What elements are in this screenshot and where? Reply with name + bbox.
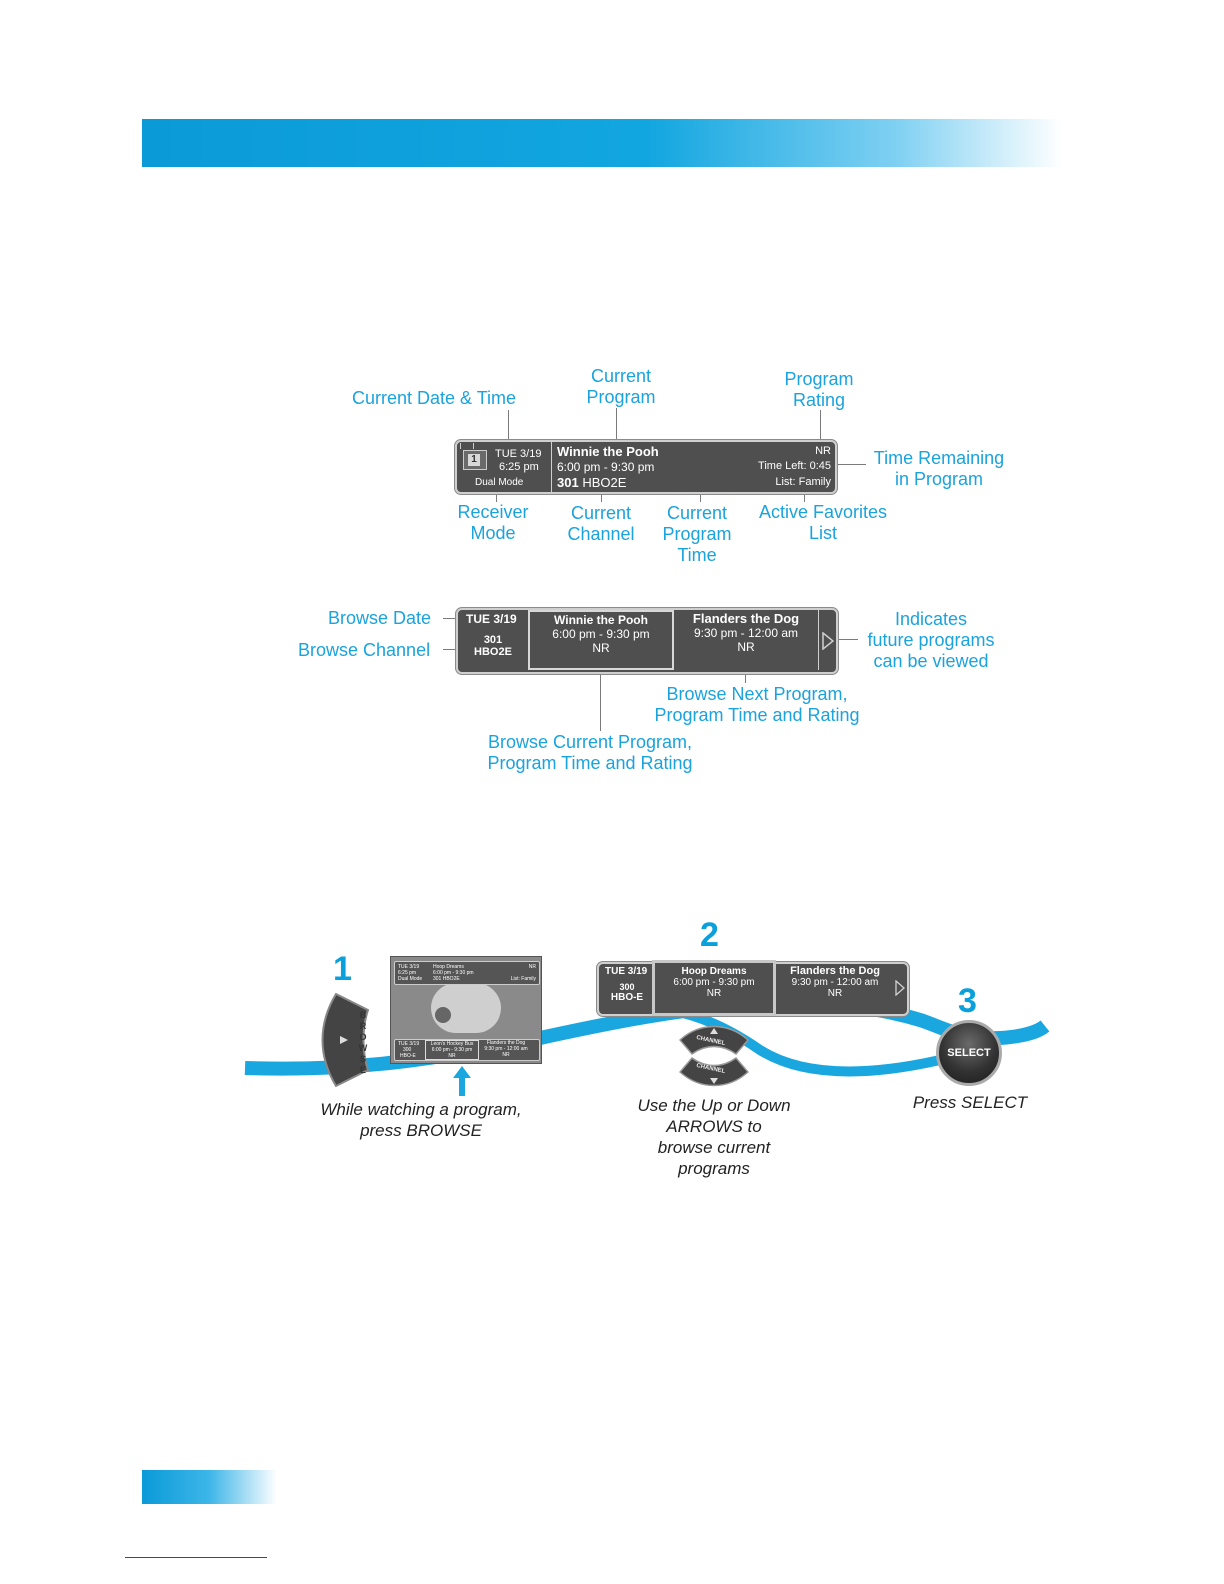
mini-browse-current-time: 6:00 pm - 9:30 pm xyxy=(431,1047,473,1053)
program-time: 6:00 pm - 9:30 pm xyxy=(557,460,655,474)
up-arrow-icon xyxy=(452,1066,472,1096)
tv-screen-thumbnail xyxy=(390,956,542,1064)
time-left: Time Left: 0:45 xyxy=(758,460,831,472)
mini-browse-current xyxy=(425,1040,479,1060)
callout-line: Time xyxy=(677,545,717,565)
step-2-current-program: Hoop Dreams xyxy=(681,966,747,977)
receiver-mode: Dual Mode xyxy=(475,477,524,488)
leader-line xyxy=(836,639,858,640)
leader-line xyxy=(820,410,821,442)
step-2-channel-name: HBO-E xyxy=(610,992,644,1003)
browse-banner xyxy=(456,608,838,674)
program-rating: NR xyxy=(815,445,831,457)
leader-line xyxy=(836,464,866,465)
browse-channel-number: 301 xyxy=(483,634,503,646)
step-2-next-time: 9:30 pm - 12:00 am xyxy=(791,977,879,988)
right-arrow-icon[interactable] xyxy=(895,980,905,996)
callout-line: Mode xyxy=(470,523,516,543)
step-2-next-program: Flanders the Dog xyxy=(790,965,880,977)
callout-line: Program xyxy=(784,369,854,389)
callout-line: Indicates xyxy=(894,609,968,629)
mini-time: 6:25 pm xyxy=(398,970,417,976)
callout-line: Active Favorites xyxy=(758,502,888,522)
browse-next-cell[interactable] xyxy=(674,610,818,670)
callout-current-program xyxy=(580,366,662,408)
callout-favorites xyxy=(750,502,896,544)
callout-line: Receiver xyxy=(457,502,529,522)
channel-number: 301 xyxy=(557,475,579,490)
mini-browse-next xyxy=(479,1040,533,1058)
step-2-next-cell[interactable] xyxy=(777,964,893,999)
mini-mode: Dual Mode xyxy=(398,976,423,982)
mini-rating: NR xyxy=(528,964,536,970)
browse-label: BROWSE xyxy=(358,1010,368,1075)
browse-next-time: 9:30 pm - 12:00 am xyxy=(693,626,799,640)
step-2-caption xyxy=(614,1095,814,1179)
callout-line: Program Time and Rating xyxy=(654,705,860,725)
callout-line: List xyxy=(808,523,837,543)
callout-line: Channel xyxy=(567,524,635,544)
banner-time: 6:25 pm xyxy=(499,461,539,473)
footer-bar xyxy=(142,1470,277,1504)
mini-browse-next-program: Flanders the Dog xyxy=(486,1040,526,1046)
mini-browse-current-program: Leon's Hockey Bus xyxy=(430,1041,474,1047)
callout-program-time xyxy=(656,503,738,566)
header-bar xyxy=(142,119,1062,167)
info-banner xyxy=(455,440,837,494)
mini-browse-current-rating: NR xyxy=(448,1053,456,1059)
mini-browse-channel-name: HBO-E xyxy=(400,1053,416,1059)
step-2-current-rating: NR xyxy=(706,988,722,999)
step-2-number: 2 xyxy=(700,916,719,954)
browse-current-rating: NR xyxy=(592,641,610,655)
browse-channel-name: HBO2E xyxy=(474,646,512,658)
mini-browse-next-time: 9:30 pm - 12:00 am xyxy=(484,1046,528,1052)
callout-browse-date: Browse Date xyxy=(328,608,432,628)
caption-line: press BROWSE xyxy=(360,1121,482,1140)
banner-date: TUE 3/19 xyxy=(495,448,542,460)
browse-next-program: Flanders the Dog xyxy=(692,611,800,626)
callout-line: can be viewed xyxy=(873,651,989,671)
mini-browse-channel-number: 300 xyxy=(403,1047,412,1053)
step-1-caption xyxy=(300,1099,542,1141)
mini-program: Hoop Dreams xyxy=(433,964,464,970)
mini-browse-banner xyxy=(394,1039,540,1061)
leader-line xyxy=(508,410,509,442)
caption-line: Use the Up or Down xyxy=(637,1096,791,1115)
callout-date-time: Current Date & Time xyxy=(352,388,517,408)
current-channel xyxy=(557,475,626,490)
channel-rocker[interactable] xyxy=(676,1020,752,1092)
callout-browse-current xyxy=(478,732,702,774)
browse-date: TUE 3/19 xyxy=(466,612,517,626)
favorites-list: List: Family xyxy=(775,476,831,488)
callout-receiver-mode xyxy=(452,502,534,544)
leader-line xyxy=(443,649,457,650)
leader-line xyxy=(600,671,601,731)
caption-line: browse current xyxy=(657,1138,771,1157)
mini-date: TUE 3/19 xyxy=(398,964,420,970)
tv-icon xyxy=(463,450,487,470)
callout-line: Current xyxy=(666,503,728,523)
channel-down-label: CHANNEL xyxy=(695,1063,726,1075)
step-3-caption: Press SELECT xyxy=(912,1093,1028,1112)
callout-browse-channel: Browse Channel xyxy=(298,640,431,660)
mini-info-banner xyxy=(394,961,540,985)
callout-program-rating xyxy=(778,369,860,411)
callout-line: Rating xyxy=(792,390,846,410)
banner-divider xyxy=(551,442,552,492)
step-3-number: 3 xyxy=(958,982,977,1020)
mini-program-time: 6:00 pm - 9:30 pm xyxy=(433,970,474,976)
browse-current-cell[interactable] xyxy=(528,610,674,670)
current-program: Winnie the Pooh xyxy=(557,444,659,459)
callout-line: Program Time and Rating xyxy=(487,753,693,773)
caption-line: programs xyxy=(678,1159,750,1178)
leader-line xyxy=(616,408,617,442)
callout-line: in Program xyxy=(894,469,984,489)
mini-channel: 301 HBO2E xyxy=(433,976,460,982)
right-arrow-icon[interactable] xyxy=(822,632,834,650)
basketball-image xyxy=(435,1007,451,1023)
step-1-number: 1 xyxy=(333,950,352,988)
callout-line: Current xyxy=(570,503,632,523)
step-2-channel-number: 300 xyxy=(619,982,635,992)
callout-line: Current xyxy=(590,366,652,386)
banner-divider xyxy=(818,610,819,670)
browse-current-time: 6:00 pm - 9:30 pm xyxy=(552,627,650,641)
callout-future-programs xyxy=(860,609,1002,672)
mini-browse-next-rating: NR xyxy=(502,1052,510,1058)
channel-name: HBO2E xyxy=(582,475,627,490)
mini-list: List: Family xyxy=(510,976,536,982)
mini-browse-date: TUE 3/19 xyxy=(398,1041,420,1047)
step-2-browse-banner xyxy=(597,962,909,1016)
caption-line: While watching a program, xyxy=(320,1100,522,1119)
callout-line: Program xyxy=(662,524,732,544)
tuner-number: 1 xyxy=(468,454,480,466)
callout-line: future programs xyxy=(867,630,995,650)
callout-line: Time Remaining xyxy=(873,448,1005,468)
callout-browse-next xyxy=(646,684,868,726)
step-2-date: TUE 3/19 xyxy=(605,966,648,977)
callout-line: Program xyxy=(586,387,656,407)
caption-line: ARROWS to xyxy=(666,1117,762,1136)
callout-time-remaining xyxy=(868,448,1010,490)
step-2-current-cell[interactable] xyxy=(652,960,776,1016)
step-2-next-rating: NR xyxy=(827,988,843,999)
channel-up-label: CHANNEL xyxy=(695,1035,726,1047)
step-2-current-time: 6:00 pm - 9:30 pm xyxy=(673,977,755,988)
browse-next-rating: NR xyxy=(737,640,755,654)
footer-rule xyxy=(125,1557,267,1558)
callout-line: Browse Next Program, xyxy=(666,684,848,704)
callout-current-channel xyxy=(560,503,642,545)
browse-current-program: Winnie the Pooh xyxy=(554,613,648,627)
select-button[interactable]: SELECT xyxy=(936,1020,1002,1086)
leader-line xyxy=(443,618,457,619)
callout-line: Browse Current Program, xyxy=(487,732,693,752)
